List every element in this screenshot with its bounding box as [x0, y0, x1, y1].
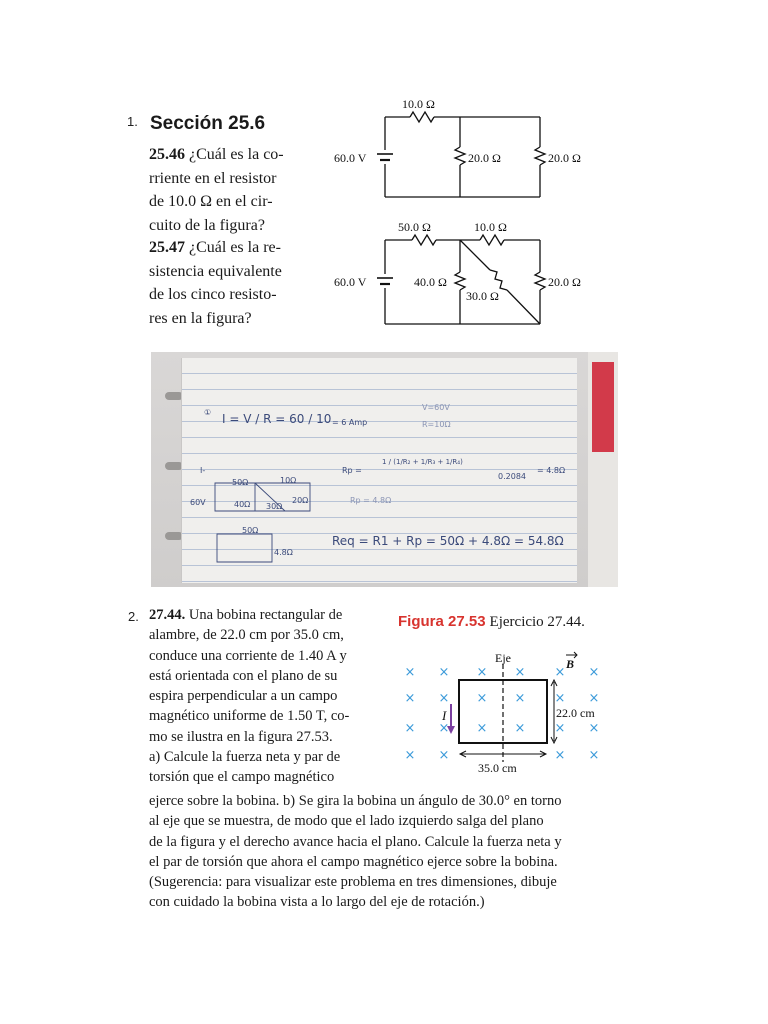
question-line: cuito de la figura? — [149, 216, 265, 234]
text-line: a) Calcule la fuerza neta y par de — [149, 749, 341, 766]
axis-label: Eje — [495, 651, 511, 665]
field-cross-icon: × — [588, 748, 600, 763]
red-tab — [592, 362, 614, 452]
handwritten-given-r: R=10Ω — [422, 420, 451, 429]
text-line: con cuidado la bobina vista a lo largo del eje de rotación.) — [149, 894, 485, 911]
field-cross-icon: × — [404, 691, 416, 706]
text-line: está orientada con el plano de su — [149, 667, 338, 684]
field-cross-icon: × — [514, 691, 526, 706]
problem-number-2: 2. — [128, 609, 139, 624]
label-r-top-right: 10.0 Ω — [474, 220, 507, 234]
label-source: 60.0 V — [334, 151, 367, 165]
current-label: I — [442, 708, 447, 723]
sketch-label: 30Ω — [266, 502, 283, 511]
field-cross-icon: × — [588, 665, 600, 680]
sketch-label: 20Ω — [292, 496, 309, 505]
field-cross-icon: × — [438, 748, 450, 763]
handwritten-rp-note: Rp = 4.8Ω — [350, 496, 392, 505]
question-25-47 — [149, 236, 309, 330]
height-label: 22.0 cm — [556, 706, 595, 720]
text-line: el par de torsión que ahora el campo magnético ejerce sobre la bobina. — [149, 853, 558, 870]
figure-27-53-diagram — [396, 642, 611, 782]
figure-subtitle: Ejercicio 27.44. — [489, 614, 585, 630]
text-line: Una bobina rectangular de — [188, 607, 343, 623]
handwritten-rp-label: Rp = — [342, 466, 362, 475]
problem2-text-full — [149, 791, 599, 913]
field-cross-icon: × — [476, 665, 488, 680]
handwritten-given-v: V=60V — [422, 403, 450, 412]
question-line: ¿Cuál es la re- — [189, 239, 281, 256]
field-cross-icon: × — [438, 691, 450, 706]
circuit-diagram-b — [330, 212, 600, 332]
field-cross-icon: × — [554, 721, 566, 736]
notebook-photo — [151, 352, 618, 587]
text-line: mo se ilustra en la figura 27.53. — [149, 728, 333, 745]
label-source: 60.0 V — [334, 275, 367, 289]
sketch-label: I- — [200, 466, 206, 475]
field-cross-icon: × — [404, 665, 416, 680]
handwritten-req: Req = R1 + Rp = 50Ω + 4.8Ω = 54.8Ω — [332, 534, 564, 548]
figure-caption — [398, 613, 585, 631]
circled-number: ① — [204, 408, 212, 417]
field-cross-icon: × — [514, 665, 526, 680]
handwritten-formula-current: I = V / R = 60 / 10 — [222, 412, 332, 426]
sketch-label: 50Ω — [232, 478, 249, 487]
question-line: de 10.0 Ω en el cir- — [149, 193, 273, 210]
handwritten-rp-fraction: 1 / (1/R₂ + 1/R₃ + 1/R₄) — [382, 458, 463, 466]
question-line: sistencia equivalente — [149, 262, 282, 280]
label-r-right: 20.0 Ω — [548, 151, 581, 165]
text-line: magnético uniforme de 1.50 T, co- — [149, 708, 350, 725]
text-line: torsión que el campo magnético — [149, 769, 335, 786]
question-line: rriente en el resistor — [149, 169, 277, 187]
field-cross-icon: × — [554, 748, 566, 763]
question-id: 25.46 — [149, 146, 185, 163]
resistor-top — [410, 112, 434, 122]
circuit-diagram-a — [330, 92, 600, 212]
text-line: alambre, de 22.0 cm por 35.0 cm, — [149, 627, 344, 644]
field-cross-icon: × — [404, 721, 416, 736]
label-r-right: 20.0 Ω — [548, 275, 581, 289]
width-label: 35.0 cm — [478, 761, 517, 775]
figure-title: Figura 27.53 — [398, 613, 486, 630]
question-25-46 — [149, 143, 309, 237]
field-cross-icon: × — [588, 691, 600, 706]
field-cross-icon: × — [404, 748, 416, 763]
question-line: ¿Cuál es la co- — [189, 146, 284, 163]
field-cross-icon: × — [438, 665, 450, 680]
field-cross-icon: × — [588, 721, 600, 736]
text-line: espira perpendicular a un campo — [149, 688, 338, 705]
handwritten-circuit-sketch — [210, 473, 320, 518]
field-cross-icon: × — [476, 721, 488, 736]
notebook-tabs — [588, 352, 618, 587]
field-cross-icon: × — [514, 721, 526, 736]
field-cross-icon: × — [476, 691, 488, 706]
sketch-label: 50Ω — [242, 526, 259, 535]
text-line: de la figura y el derecho avance hacia el plano. Calcule la fuerza neta y — [149, 833, 562, 850]
field-cross-icon: × — [554, 665, 566, 680]
label-r-mid: 40.0 Ω — [414, 275, 447, 289]
sketch-label: 4.8Ω — [274, 548, 293, 557]
text-line: al eje que se muestra, de modo que el lado izquierdo salga del plano — [149, 813, 544, 830]
handwritten-result-current: = 6 Amp — [332, 418, 368, 427]
section-title: Sección 25.6 — [150, 113, 266, 134]
sketch-label: 40Ω — [234, 500, 251, 509]
text-line: (Sugerencia: para visualizar este problema en tres dimensiones, dibuje — [149, 874, 557, 891]
problem2-text-left — [149, 605, 381, 788]
field-cross-icon: × — [554, 691, 566, 706]
label-r-top: 10.0 Ω — [402, 97, 435, 111]
field-label: B — [566, 657, 575, 671]
notebook-page — [181, 358, 577, 583]
question-id: 25.47 — [149, 239, 185, 256]
text-line: ejerce sobre la bobina. b) Se gira la bobina un ángulo de 30.0° en torno — [149, 793, 562, 809]
exercise-id: 27.44. — [149, 607, 186, 623]
sketch-label: 60V — [190, 498, 206, 507]
question-line: res en la figura? — [149, 309, 252, 327]
field-cross-icon: × — [438, 721, 450, 736]
problem-number-1: 1. — [127, 114, 138, 129]
handwritten-rp-result: = 4.8Ω — [537, 466, 566, 475]
handwritten-rp-value: 0.2084 — [498, 472, 526, 481]
label-r-diag: 30.0 Ω — [466, 289, 499, 303]
label-r-mid: 20.0 Ω — [468, 151, 501, 165]
sketch-label: 10Ω — [280, 476, 297, 485]
label-r-top-left: 50.0 Ω — [398, 220, 431, 234]
text-line: conduce una corriente de 1.40 A y — [149, 647, 347, 664]
question-line: de los cinco resisto- — [149, 286, 277, 303]
